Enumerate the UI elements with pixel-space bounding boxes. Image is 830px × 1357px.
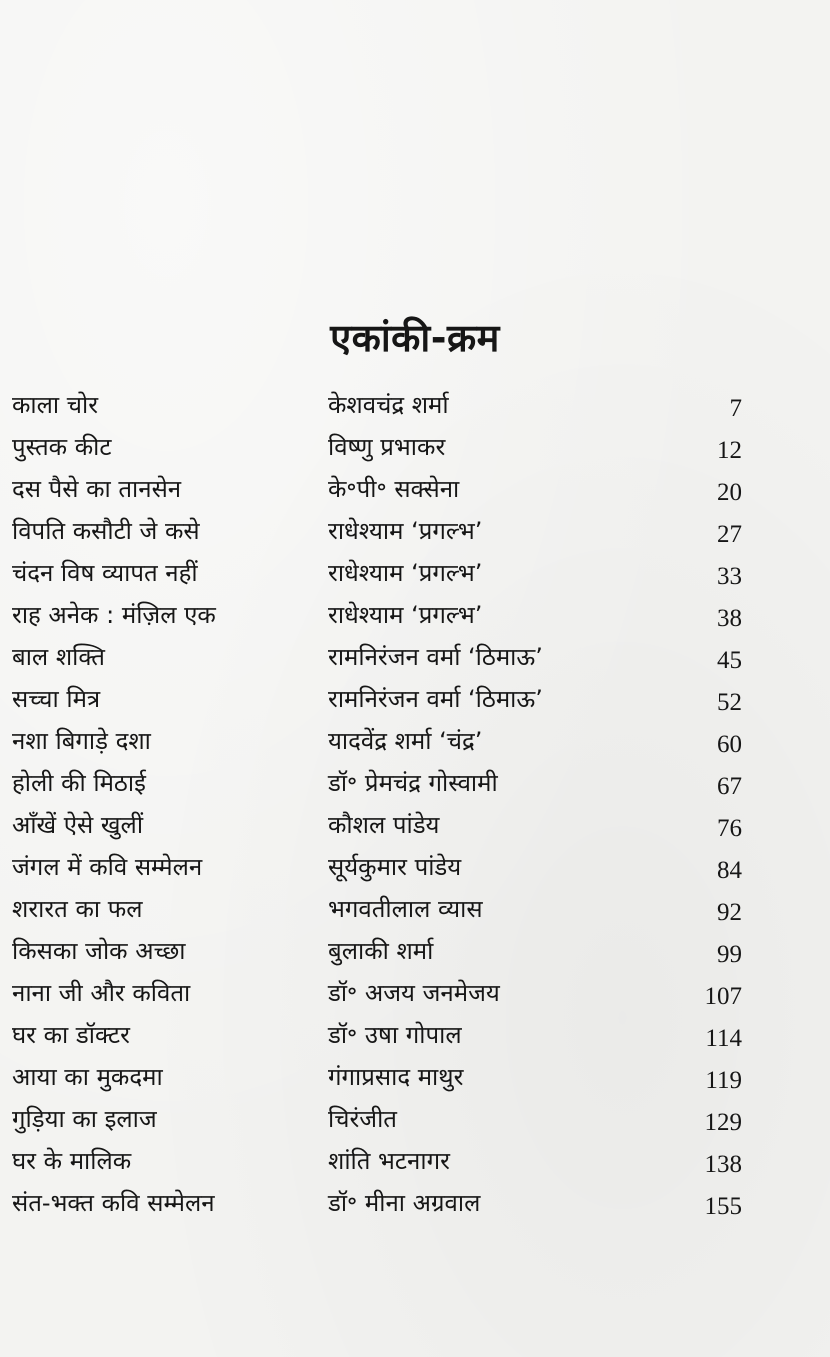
toc-row xyxy=(12,1182,742,1224)
page-number: 155 xyxy=(704,1193,742,1220)
play-title: आया का मुकदमा xyxy=(12,1063,163,1091)
page-number: 27 xyxy=(717,521,742,548)
play-title: पुस्तक कीट xyxy=(12,433,112,461)
toc-row xyxy=(12,846,742,888)
toc-row xyxy=(12,594,742,636)
toc-row xyxy=(12,426,742,468)
author-name: डॉ॰ प्रेमचंद्र गोस्वामी xyxy=(328,769,498,797)
author-name: राधेश्याम ‘प्रगल्भ’ xyxy=(328,517,483,545)
page-number: 45 xyxy=(717,647,742,674)
toc-row xyxy=(12,636,742,678)
play-title: किसका जोक अच्छा xyxy=(12,937,186,965)
toc-row xyxy=(12,468,742,510)
play-title: काला चोर xyxy=(12,391,99,419)
page-number: 114 xyxy=(705,1025,742,1052)
toc-row xyxy=(12,972,742,1014)
page-number: 84 xyxy=(717,857,742,884)
page-number: 33 xyxy=(717,563,742,590)
author-name: डॉ॰ उषा गोपाल xyxy=(328,1021,462,1049)
page-number: 38 xyxy=(717,605,742,632)
play-title: गुड़िया का इलाज xyxy=(12,1105,157,1133)
play-title: बाल शक्ति xyxy=(12,643,105,671)
page-title: एकांकी-क्रम xyxy=(330,316,500,360)
play-title: घर का डॉक्टर xyxy=(12,1021,130,1049)
page-number: 92 xyxy=(717,899,742,926)
author-name: विष्णु प्रभाकर xyxy=(328,433,446,461)
page-number: 119 xyxy=(705,1067,742,1094)
page-number: 99 xyxy=(717,941,742,968)
author-name: के॰पी॰ सक्सेना xyxy=(328,475,460,503)
page-number: 138 xyxy=(704,1151,742,1178)
author-name: गंगाप्रसाद माथुर xyxy=(328,1063,464,1091)
author-name: रामनिरंजन वर्मा ‘ठिमाऊ’ xyxy=(328,685,543,713)
play-title: चंदन विष व्यापत नहीं xyxy=(12,559,198,587)
author-name: बुलाकी शर्मा xyxy=(328,937,434,965)
toc-row xyxy=(12,1140,742,1182)
play-title: घर के मालिक xyxy=(12,1147,132,1175)
toc-row xyxy=(12,720,742,762)
toc-row xyxy=(12,1056,742,1098)
author-name: डॉ॰ अजय जनमेजय xyxy=(328,979,500,1007)
author-name: सूर्यकुमार पांडेय xyxy=(328,853,462,881)
play-title: शरारत का फल xyxy=(12,895,143,923)
play-title: नाना जी और कविता xyxy=(12,979,191,1007)
play-title: होली की मिठाई xyxy=(12,769,146,797)
page-number: 76 xyxy=(717,815,742,842)
toc-row xyxy=(12,510,742,552)
play-title: विपति कसौटी जे कसे xyxy=(12,517,200,545)
author-name: कौशल पांडेय xyxy=(328,811,440,839)
play-title: दस पैसे का तानसेन xyxy=(12,475,182,503)
toc-row xyxy=(12,1098,742,1140)
author-name: भगवतीलाल व्यास xyxy=(328,895,483,923)
play-title: नशा बिगाड़े दशा xyxy=(12,727,151,755)
author-name: चिरंजीत xyxy=(328,1105,397,1133)
toc-row xyxy=(12,678,742,720)
author-name: शांति भटनागर xyxy=(328,1147,450,1175)
author-name: केशवचंद्र शर्मा xyxy=(328,391,449,419)
toc-row xyxy=(12,1014,742,1056)
author-name: रामनिरंजन वर्मा ‘ठिमाऊ’ xyxy=(328,643,543,671)
page-number: 129 xyxy=(704,1109,742,1136)
play-title: सच्चा मित्र xyxy=(12,685,101,713)
page-number: 52 xyxy=(717,689,742,716)
toc-row xyxy=(12,384,742,426)
play-title: संत-भक्त कवि सम्मेलन xyxy=(12,1189,215,1217)
page-number: 12 xyxy=(717,437,742,464)
page-number: 60 xyxy=(717,731,742,758)
table-of-contents xyxy=(12,384,742,1224)
toc-row xyxy=(12,930,742,972)
author-name: यादवेंद्र शर्मा ‘चंद्र’ xyxy=(328,727,483,755)
toc-row xyxy=(12,888,742,930)
page-number: 107 xyxy=(704,983,742,1010)
toc-row xyxy=(12,804,742,846)
page-number: 67 xyxy=(717,773,742,800)
page-number: 7 xyxy=(729,395,742,422)
toc-row xyxy=(12,552,742,594)
play-title: जंगल में कवि सम्मेलन xyxy=(12,853,203,881)
author-name: राधेश्याम ‘प्रगल्भ’ xyxy=(328,601,483,629)
play-title: राह अनेक : मंज़िल एक xyxy=(12,601,216,629)
toc-row xyxy=(12,762,742,804)
page-number: 20 xyxy=(717,479,742,506)
author-name: राधेश्याम ‘प्रगल्भ’ xyxy=(328,559,483,587)
author-name: डॉ॰ मीना अग्रवाल xyxy=(328,1189,481,1217)
play-title: आँखें ऐसे खुलीं xyxy=(12,811,144,839)
